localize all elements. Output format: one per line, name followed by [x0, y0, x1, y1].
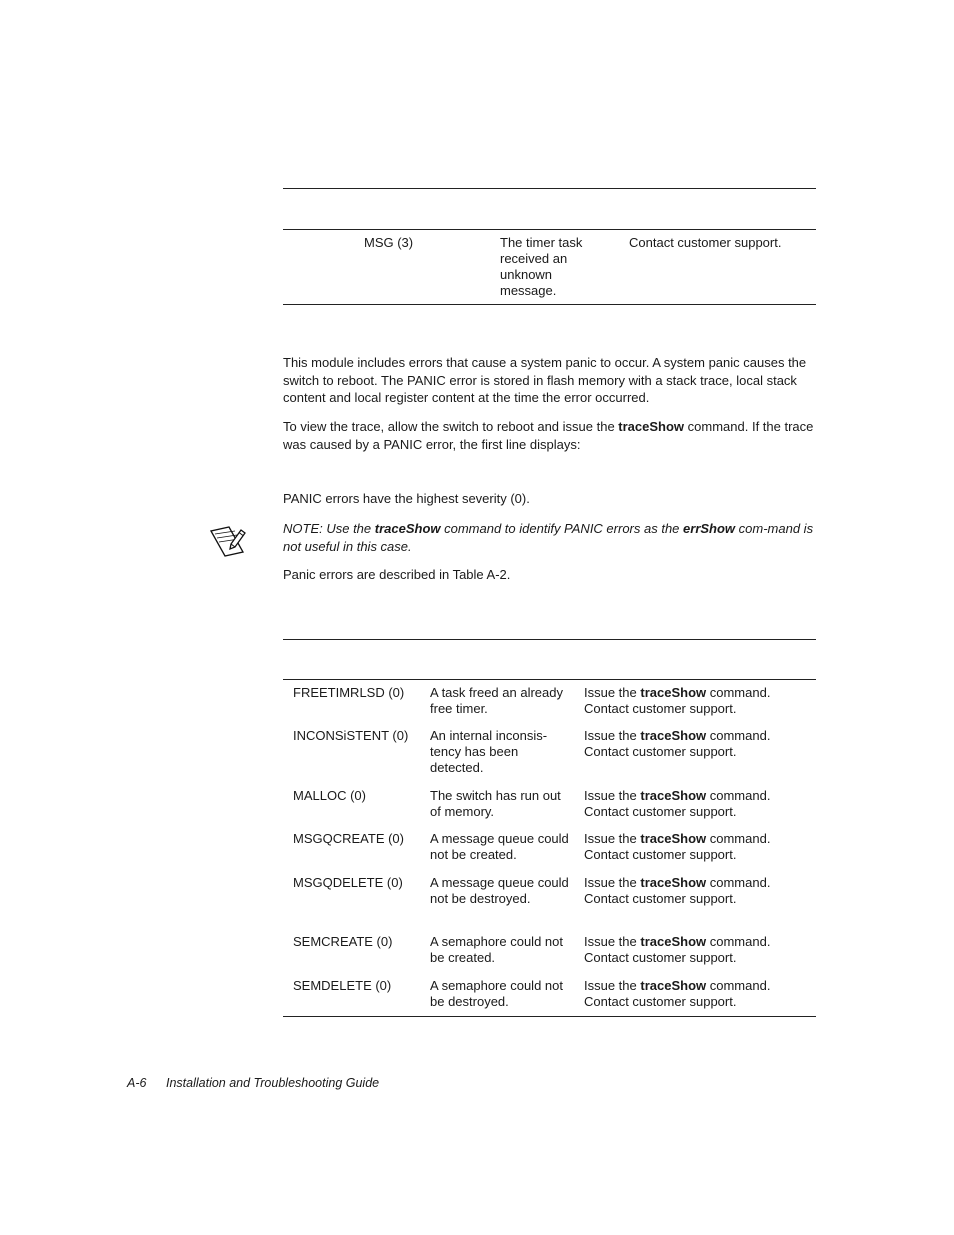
table2-cell-error: SEMDELETE (0) [293, 978, 392, 993]
table2-cell-action: Issue the traceShow command. Contact customer support. [584, 978, 771, 1009]
table2-cell-action: Issue the traceShow command. Contact customer support. [584, 685, 771, 716]
table2-header-rule [283, 679, 816, 680]
table2-cell-error: SEMCREATE (0) [293, 934, 393, 949]
table2-cell-action: Issue the traceShow command. Contact customer support. [584, 728, 771, 759]
table2-cell-description: A message queue could not be created. [430, 831, 569, 862]
body-paragraph-1: This module includes errors that cause a system panic to occur. A system panic causes the switch to reboot. The PANIC error is stored in flash memory with a stack trace, local stack content and local register content at the time the error occurred. [283, 355, 807, 405]
table2-cell-error: INCONSiSTENT (0) [293, 728, 409, 743]
note-pencil-icon [208, 522, 248, 562]
table2-cell-description: A semaphore could not be created. [430, 934, 563, 965]
table2-cell-action: Issue the traceShow command. Contact customer support. [584, 934, 771, 965]
body-paragraph-2: To view the trace, allow the switch to reboot and issue the traceShow command. If the trace was caused by a PANIC error, the first line displays: [283, 419, 814, 452]
table2-cell-description: A semaphore could not be destroyed. [430, 978, 563, 1009]
body-paragraph-3: PANIC errors have the highest severity (0). [283, 491, 530, 506]
table2-cell-error: MSGQCREATE (0) [293, 831, 404, 846]
command-name: traceShow [618, 419, 685, 434]
table2-cell-description: An internal inconsis-tency has been detected. [430, 728, 548, 775]
page-number: A-6 [127, 1076, 147, 1090]
table2-cell-description: A task freed an already free timer. [430, 685, 563, 716]
table2-cell-error: FREETIMRLSD (0) [293, 685, 405, 700]
table1-header-rule [283, 229, 816, 230]
table2-cell-action: Issue the traceShow command. Contact customer support. [584, 788, 771, 819]
table2-top-rule [283, 639, 816, 640]
table2-cell-action: Issue the traceShow command. Contact customer support. [584, 875, 771, 906]
table1-cell-action: Contact customer support. [629, 235, 782, 250]
note-text: NOTE: Use the traceShow command to identify PANIC errors as the errShow com-mand is not useful in this case. [283, 521, 814, 554]
table2-cell-action: Issue the traceShow command. Contact customer support. [584, 831, 771, 862]
table1-cell-error: MSG (3) [364, 235, 414, 250]
table1-cell-description: The timer task received an unknown message. [500, 235, 583, 298]
table1-bottom-rule [283, 304, 816, 305]
body-paragraph-4: Panic errors are described in Table A-2. [283, 567, 511, 582]
table2-cell-error: MSGQDELETE (0) [293, 875, 403, 890]
table2-cell-error: MALLOC (0) [293, 788, 366, 803]
table1-top-rule [283, 188, 816, 189]
footer-title: Installation and Troubleshooting Guide [166, 1076, 380, 1090]
table2-bottom-rule [283, 1016, 816, 1017]
table2-cell-description: A message queue could not be destroyed. [430, 875, 569, 906]
table2-cell-description: The switch has run out of memory. [430, 788, 561, 819]
